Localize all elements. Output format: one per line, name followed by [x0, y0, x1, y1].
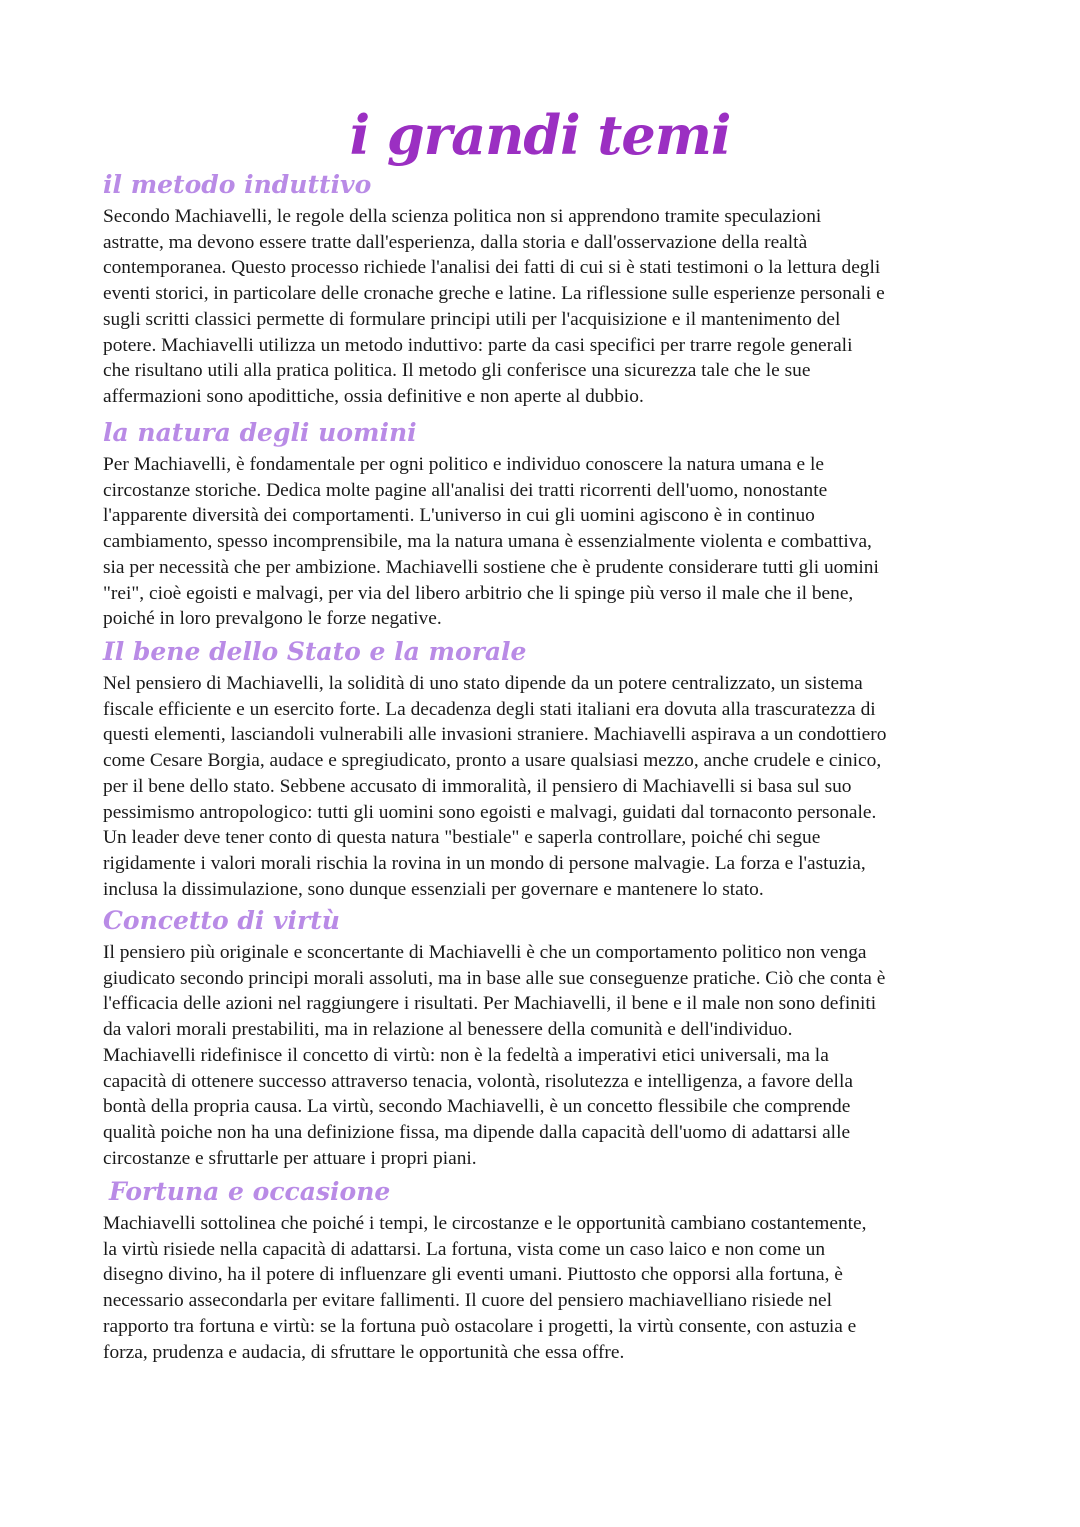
section-heading: Il bene dello Stato e la morale: [103, 637, 527, 666]
section-heading: la natura degli uomini: [103, 418, 417, 447]
page-title: i grandi temi: [349, 103, 731, 167]
section-heading: Fortuna e occasione: [109, 1177, 391, 1206]
section-body: Secondo Machiavelli, le regole della scienza politica non si apprendono tramite speculazioni astratte, ma devono essere tratte dall'esperienza, dalla storia e dall'osservazione della realtà contemporanea. Questo processo richiede l'analisi dei fatti di cui si è stati testimoni o la lettura degli eventi storici, in particolare delle cronache greche e latine. La riflessione sulle esperienze personali e sugli scritti classici permette di formulare principi utili per l'acquisizione e il mantenimento del potere. Machiavelli utilizza un metodo induttivo: parte da casi specifici per trarre regole generali che risultano utili alla pratica politica. Il metodo gli conferisce una sicurezza tale che le sue affermazioni sono apodittiche, ossia definitive e non aperte al dubbio.: [103, 206, 885, 407]
section-body: Per Machiavelli, è fondamentale per ogni politico e individuo conoscere la natura umana e le circostanze storiche. Dedica molte pagine all'analisi dei tratti ricorrenti dell'uomo, nonostante l'apparente diversità dei comportamenti. L'universo in cui gli uomini agiscono è in continuo cambiamento, spesso incomprensibile, ma la natura umana è essenzialmente violenta e combattiva, sia per necessità che per ambizione. Machiavelli sostiene che è prudente considerare tutti gli uomini "rei", cioè egoisti e malvagi, per via del libero arbitrio che li spinge più verso il male che il bene, poiché in loro prevalgono le forze negative.: [103, 454, 879, 630]
section-concetto-virtu: [103, 904, 983, 1171]
section-heading: Concetto di virtù: [103, 906, 340, 935]
section-heading: il metodo induttivo: [103, 170, 372, 199]
section-natura-uomini: [103, 416, 983, 632]
section-body: Nel pensiero di Machiavelli, la solidità di uno stato dipende da un potere centralizzato, un sistema fiscale efficiente e un esercito forte. La decadenza degli stati italiani era dovuta alla trascuratezza di questi elementi, lasciandoli vulnerabili alle invasioni straniere. Machiavelli aspirava a un condottiero come Cesare Borgia, audace e spregiudicato, pronto a usare qualsiasi mezzo, anche crudele e cinico, per il bene dello stato. Sebbene accusato di immoralità, il pensiero di Machiavelli si basa sul suo pessimismo antropologico: tutti gli uomini sono egoisti e malvagi, guidati dal tornaconto personale. Un leader deve tener conto di questa natura "bestiale" e saperla controllare, poiché chi segue rigidamente i valori morali rischia la rovina in un mondo di persone malvagie. La forza e l'astuzia, inclusa la dissimulazione, sono dunque essenziali per governare e mantenere lo stato.: [103, 673, 887, 900]
section-body: Machiavelli sottolinea che poiché i tempi, le circostanze e le opportunità cambiano costantemente, la virtù risiede nella capacità di adattarsi. La fortuna, vista come un caso laico e non come un disegno divino, ha il potere di influenzare gli eventi umani. Piuttosto che opporsi alla fortuna, è necessario assecondarla per evitare fallimenti. Il cuore del pensiero machiavelliano risiede nel rapporto tra fortuna e virtù: se la fortuna può ostacolare i progetti, la virtù consente, con astuzia e forza, prudenza e audacia, di sfruttare le opportunità che essa offre.: [103, 1213, 867, 1363]
section-body: Il pensiero più originale e sconcertante di Machiavelli è che un comportamento politico non venga giudicato secondo principi morali assoluti, ma in base alle sue conseguenze pratiche. Ciò che conta è l'efficacia delle azioni nel raggiungere i risultati. Per Machiavelli, il bene e il male non sono definiti da valori morali prestabiliti, ma in relazione al benessere della comunità e dell'individuo. Machiavelli ridefinisce il concetto di virtù: non è la fedeltà a imperativi etici universali, ma la capacità di ottenere successo attraverso tenacia, volontà, risolutezza e intelligenza, a favore della bontà della propria causa. La virtù, secondo Machiavelli, è un concetto flessibile che comprende qualità poiche non ha una definizione fissa, ma dipende dalla capacità dell'uomo di adattarsi alle circostanze e sfruttarle per attuare i propri piani.: [103, 942, 886, 1169]
section-metodo-induttivo: [103, 168, 983, 410]
section-bene-stato-morale: [103, 635, 983, 902]
section-fortuna-occasione: [103, 1175, 983, 1365]
